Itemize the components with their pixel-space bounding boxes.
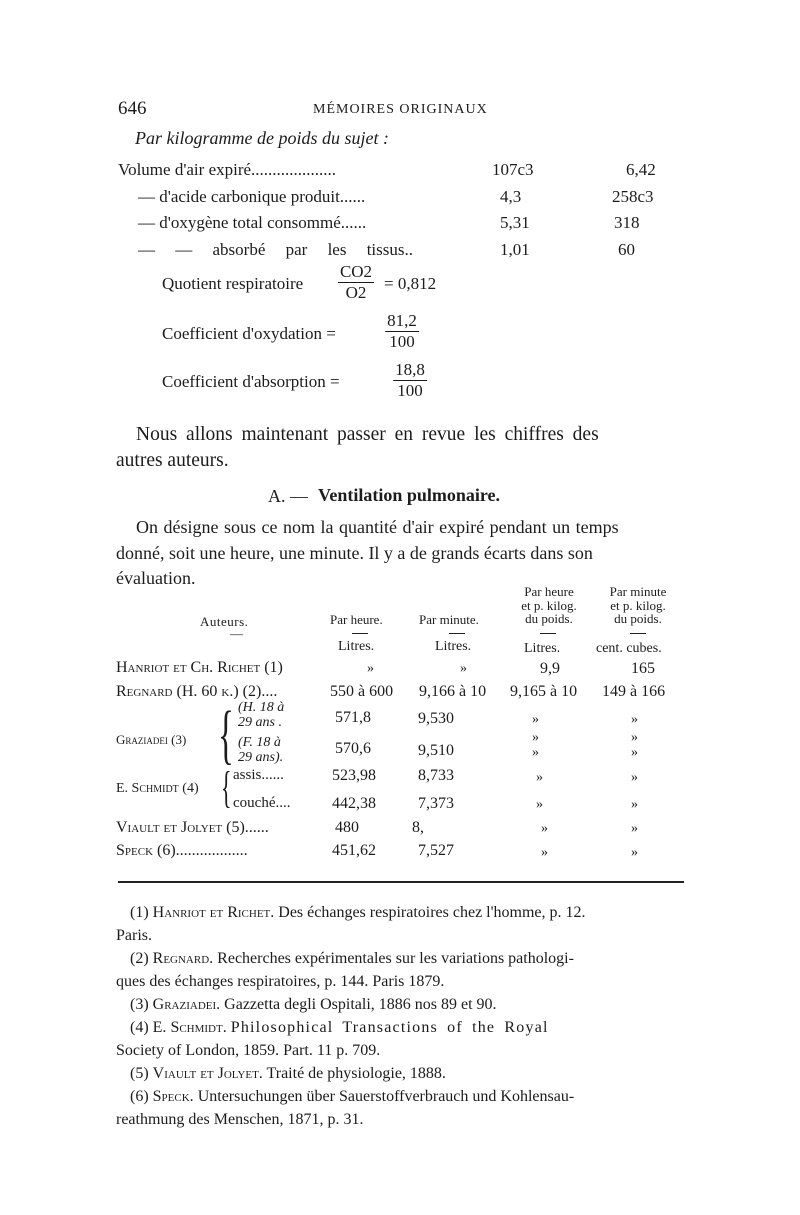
cell-mk: » — [631, 821, 638, 836]
footnote-line — [130, 1065, 446, 1083]
footnote-text: Des échanges respiratoires chez l'homme, p. 12. — [278, 904, 586, 921]
fraction-denominator: 100 — [397, 381, 423, 400]
footnote-line: ques des échanges respiratoires, p. 144. Paris 1879. — [116, 973, 445, 990]
section-number: A. — — [268, 486, 308, 506]
fraction-numerator: CO2 — [339, 262, 373, 281]
brace-glyph: { — [221, 763, 232, 812]
header-hk-line2: et p. kilog. — [521, 598, 577, 613]
section-title: Ventilation pulmonaire. — [318, 485, 501, 505]
fraction-denominator: 100 — [389, 332, 415, 351]
absorption-fraction — [393, 360, 427, 401]
cell-heure: 480 — [335, 819, 359, 836]
cell-hk: » — [532, 712, 539, 727]
cell-hk: » — [536, 770, 543, 785]
header-dash: — — [230, 626, 243, 641]
kilo-row-v1: 107c3 — [492, 160, 534, 179]
footnote-author: Regnard. — [152, 950, 214, 967]
footnote-author: Viault et Jolyet. — [152, 1065, 263, 1082]
fraction-numerator: 18,8 — [395, 360, 425, 379]
kilo-row-v2: 6,42 — [626, 160, 656, 179]
footnote-line — [130, 996, 497, 1014]
cell-author: Viault et Jolyet (5)...... — [116, 819, 269, 836]
unit-mk: cent. cubes. — [596, 641, 662, 656]
kilo-row-v1: 4,3 — [500, 187, 522, 206]
sub-label: (F. 18 à — [238, 735, 281, 750]
header-auteurs: Auteurs. — [200, 614, 249, 629]
sub-label: assis...... — [233, 767, 284, 783]
footnote-line: Paris. — [116, 927, 152, 944]
footnote-text: Gazzetta degli Ospitali, 1886 nos 89 et 90. — [224, 996, 497, 1013]
cell-mk: 165 — [631, 660, 655, 677]
cell-minute: 8, — [412, 819, 424, 836]
oxydation-label: Coefficient d'oxydation = — [162, 324, 336, 343]
footnote-line — [130, 1088, 574, 1106]
sub-label: 29 ans . — [238, 715, 282, 730]
cell-heure: 571,8 — [335, 709, 371, 726]
cell-author: E. Schmidt (4) — [116, 781, 199, 796]
cell-hk: » — [536, 797, 543, 812]
header-mk-line2: et p. kilog. — [610, 598, 666, 613]
cell-mk: » — [631, 770, 638, 785]
paragraph-line: donné, soit une heure, une minute. Il y a de grands écarts dans son — [116, 543, 593, 563]
paragraph-line: autres auteurs. — [116, 450, 229, 471]
kilo-row-label: — d'oxygène total consommé...... — [138, 213, 367, 232]
oxydation-fraction — [385, 311, 419, 352]
footnote-separator — [118, 881, 684, 883]
footnote-author: Graziadei. — [152, 996, 221, 1013]
cell-hk: » — [541, 821, 548, 836]
cell-minute: 9,530 — [418, 710, 454, 727]
page-number: 646 — [118, 98, 147, 119]
cell-mk: 149 à 166 — [602, 683, 666, 700]
cell-hk: 9,165 à 10 — [510, 683, 578, 700]
cell-heure: 570,6 — [335, 740, 371, 757]
kilo-row-label: — d'acide carbonique produit...... — [138, 187, 366, 206]
kilo-row-v1: 5,31 — [500, 213, 530, 232]
quotient-label: Quotient respiratoire — [162, 274, 304, 293]
footnote-text: Traité de physiologie, 1888. — [266, 1065, 446, 1082]
footnote-text: Philosophical Transactions of the Royal — [230, 1019, 549, 1036]
cell-heure: 451,62 — [332, 842, 376, 859]
footnote-number: (6) — [130, 1088, 149, 1105]
sub-label: couché.... — [233, 795, 291, 811]
cell-minute: 9,166 à 10 — [419, 683, 487, 700]
cell-heure: » — [367, 661, 374, 676]
unit-dash — [449, 633, 465, 634]
footnote-line: Society of London, 1859. Part. 11 p. 709. — [116, 1042, 381, 1059]
cell-mk: » — [631, 797, 638, 812]
paragraph-line: On désigne sous ce nom la quantité d'air expiré pendant un temps — [136, 517, 619, 537]
footnote-number: (5) — [130, 1065, 149, 1082]
cell-heure: 442,38 — [332, 795, 376, 812]
footnote-author: Hanriot et Richet. — [152, 904, 275, 921]
kilo-row-label: Volume d'air expiré.................... — [118, 160, 337, 179]
cell-hk-extra: » — [532, 730, 539, 745]
footnote-line — [130, 904, 585, 922]
cell-mk: » — [631, 745, 638, 760]
kilo-row-v2: 258c3 — [612, 187, 654, 206]
header-par-heure: Par heure. — [330, 612, 383, 627]
cell-mk: » — [631, 845, 638, 860]
kilo-row-v2: 60 — [618, 240, 635, 259]
kilo-row-v2: 318 — [614, 213, 640, 232]
cell-author: Speck (6).................. — [116, 842, 248, 859]
cell-hk: 9,9 — [540, 660, 560, 677]
footnote-author: Speck. — [152, 1088, 194, 1105]
sub-label: (H. 18 à — [238, 700, 285, 715]
unit-dash — [630, 633, 646, 634]
absorption-label: Coefficient d'absorption = — [162, 372, 340, 391]
footnote-line — [130, 950, 574, 968]
brace-glyph: { — [218, 698, 234, 771]
footnote-text: Untersuchungen über Sauerstoffverbrauch und Kohlensau- — [197, 1088, 575, 1105]
cell-minute: 8,733 — [418, 767, 454, 784]
kilo-row-v1: 1,01 — [500, 240, 530, 259]
cell-minute: 7,527 — [418, 842, 454, 859]
cell-minute: 9,510 — [418, 742, 454, 759]
cell-author: Hanriot et Ch. Richet (1) — [116, 659, 283, 676]
cell-heure: 523,98 — [332, 767, 376, 784]
header-hk-line1: Par heure — [524, 584, 574, 599]
footnote-number: (2) — [130, 950, 149, 967]
unit-dash — [352, 633, 368, 634]
footnote-number: (3) — [130, 996, 149, 1013]
cell-minute: » — [460, 661, 467, 676]
header-mk-line3: du poids. — [614, 611, 662, 626]
footnote-number: (1) — [130, 904, 149, 921]
header-mk-line1: Par minute — [609, 584, 667, 599]
cell-minute: 7,373 — [418, 795, 454, 812]
cell-heure: 550 à 600 — [330, 683, 394, 700]
section-heading: Par kilogramme de poids du sujet : — [135, 128, 389, 148]
footnote-line — [130, 1019, 549, 1037]
cell-hk: » — [532, 745, 539, 760]
unit-par-heure: Litres. — [338, 639, 375, 654]
running-title: MÉMOIRES ORIGINAUX — [313, 102, 488, 117]
sub-label: 29 ans). — [238, 750, 284, 765]
quotient-value: = 0,812 — [384, 274, 437, 293]
footnote-author: Schmidt. — [170, 1019, 227, 1036]
header-par-minute: Par minute. — [419, 612, 479, 627]
cell-author: Regnard (H. 60 k.) (2).... — [116, 683, 278, 700]
unit-dash — [540, 633, 556, 634]
paragraph-line: Nous allons maintenant passer en revue les chiffres des — [136, 424, 599, 445]
fraction-numerator: 81,2 — [387, 311, 417, 330]
fraction-denominator: O2 — [345, 283, 367, 302]
paragraph-line: évaluation. — [116, 568, 196, 588]
cell-author: Graziadei (3) — [116, 732, 187, 747]
footnote-line: reathmung des Menschen, 1871, p. 31. — [116, 1111, 364, 1128]
unit-par-minute: Litres. — [435, 639, 472, 654]
header-hk-line3: du poids. — [525, 611, 573, 626]
quotient-fraction — [338, 262, 374, 303]
cell-hk: » — [541, 845, 548, 860]
unit-hk: Litres. — [524, 641, 561, 656]
cell-mk-extra: » — [631, 730, 638, 745]
cell-mk: » — [631, 712, 638, 727]
footnote-text: Recherches expérimentales sur les variations pathologi- — [217, 950, 574, 967]
footnote-number: (4) E. — [130, 1019, 167, 1036]
kilo-row-label: — — absorbé par les tissus.. — [138, 240, 414, 259]
